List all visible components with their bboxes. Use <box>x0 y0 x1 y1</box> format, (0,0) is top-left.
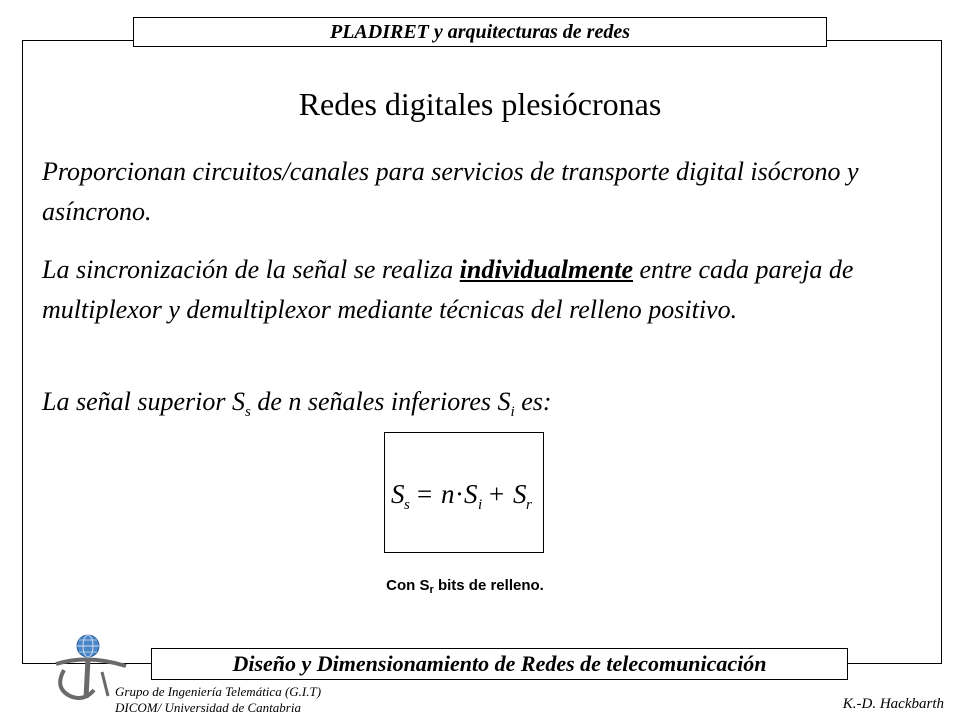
subscript-i: i <box>510 404 515 420</box>
paragraph-3-part3: es: <box>514 387 552 416</box>
formula-term1-sub: i <box>478 497 483 513</box>
header-title: PLADIRET y arquitecturas de redes <box>133 17 827 47</box>
formula <box>385 433 545 554</box>
slide-frame <box>22 40 942 664</box>
caption-subscript: r <box>429 584 434 596</box>
subscript-s: s <box>244 404 251 420</box>
group-info <box>115 684 321 716</box>
formula-plus: + <box>489 479 505 509</box>
paragraph-2-start: La sincronización de la señal se realiza <box>42 255 460 284</box>
paragraph-3-part2: de n señales inferiores S <box>250 387 511 416</box>
formula-dot: · <box>455 479 464 509</box>
formula-n: n <box>441 479 455 509</box>
paragraph-3-part1: La señal superior S <box>42 387 245 416</box>
caption-end: bits de relleno. <box>433 577 544 594</box>
author-name: K.-D. Hackbarth <box>842 696 944 712</box>
formula-term2: S <box>513 479 527 509</box>
paragraph-2-end: entre cada pareja de multiplexor y demultiplexor mediante técnicas del relleno positivo. <box>42 255 854 324</box>
caption-start: Con S <box>386 577 430 594</box>
formula-box <box>384 432 544 553</box>
formula-lhs: S <box>391 479 405 509</box>
footer-title: Diseño y Dimensionamiento de Redes de telecomunicación <box>151 648 848 680</box>
paragraph-3 <box>42 382 922 422</box>
slide-title: Redes digitales plesiócronas <box>298 86 662 122</box>
group-name: Grupo de Ingeniería Telemática (G.I.T) <box>115 684 322 699</box>
university-name: DICOM/ Universidad de Cantabria <box>115 700 301 715</box>
formula-equals: = <box>417 479 433 509</box>
emphasis-individualmente: individualmente <box>459 255 634 284</box>
formula-caption <box>0 576 930 596</box>
formula-term2-sub: r <box>526 497 532 513</box>
paragraph-1: Proporcionan circuitos/canales para servicios de transporte digital isócrono y asíncrono. <box>42 157 859 226</box>
formula-lhs-sub: s <box>404 497 410 513</box>
paragraph-2 <box>42 250 922 330</box>
formula-term1: S <box>464 479 478 509</box>
